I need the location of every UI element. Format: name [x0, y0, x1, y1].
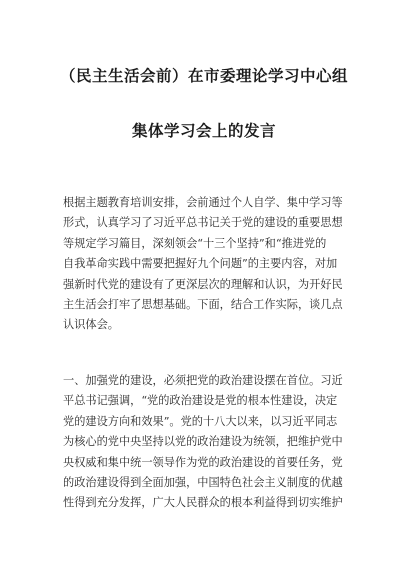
- document-title-line-1: （民主生活会前）在市委理论学习中心组: [59, 67, 348, 85]
- text-line: 主生活会打牢了思想基础。下面，结合工作实际，谈几点: [63, 298, 343, 312]
- text-line: 根据主题教育培训安排，会前通过个人自学、集中学习等: [63, 196, 343, 209]
- text-line: 性得到充分发挥，广大人民群众的根本利益得到切实维护: [63, 496, 343, 510]
- text-line: 平总书记强调，“党的政治建设是党的根本性建设，决定: [63, 394, 338, 408]
- document-title-line-2: 集体学习会上的发言: [131, 122, 276, 140]
- text-line: 一、加强党的建设，必须把党的政治建设摆在首位。习近: [63, 374, 343, 387]
- text-line: 等规定学习篇目，深刻领会“十三个坚持”和“推进党的: [63, 236, 327, 250]
- text-line: 为核心的党中央坚持以党的政治建设为统领，把维护党中: [63, 435, 343, 449]
- text-line: 形式，认真学习了习近平总书记关于党的建设的重要思想: [63, 216, 343, 230]
- paragraph-intro: [63, 193, 355, 336]
- text-line: 自我革命实践中需要把握好九个问题”的主要内容，对加: [63, 257, 338, 271]
- text-line: 央权威和集中统一领导作为党的政治建设的首要任务，党: [63, 455, 343, 469]
- text-line: 的政治建设得到全面加强，中国特色社会主义制度的优越: [63, 476, 343, 490]
- paragraph-section-1: [63, 371, 355, 514]
- text-line: 强新时代党的建设有了更深层次的理解和认识，为开好民: [63, 277, 343, 291]
- text-line: 认识体会。: [63, 318, 119, 332]
- text-line: 党的建设方向和效果”。党的十八大以来，以习近平同志: [63, 414, 338, 428]
